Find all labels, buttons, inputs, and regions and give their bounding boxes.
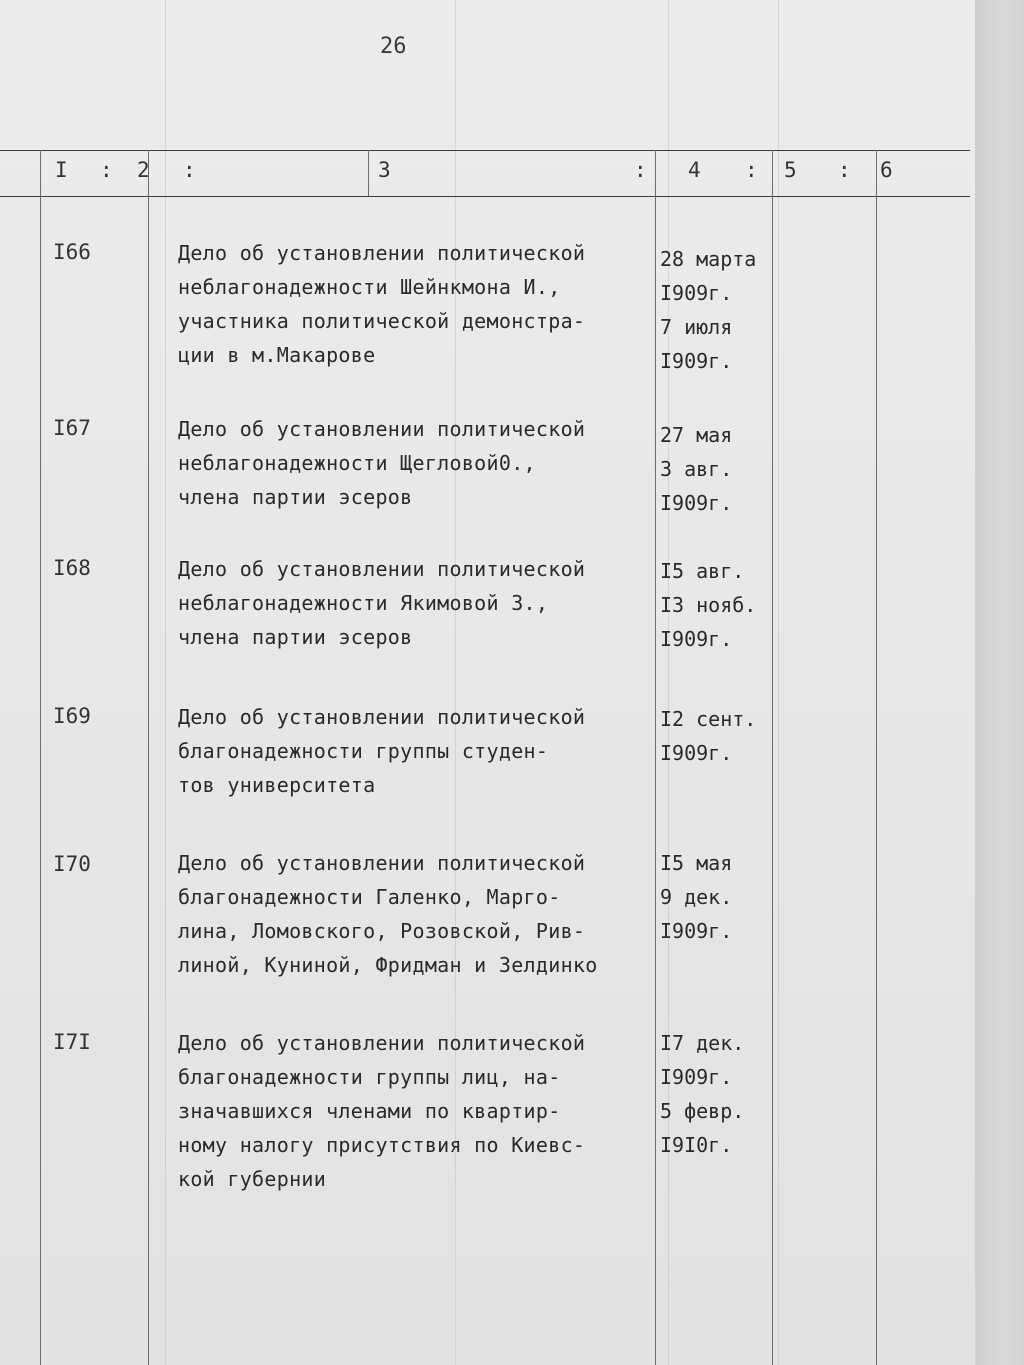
title-line: благонадежности группы студен- [178, 739, 549, 763]
entry-number: I69 [53, 704, 91, 728]
title-line: Дело об установлении политической [178, 557, 586, 581]
next-page-edge [975, 0, 1024, 1365]
date-line: 7 июля [660, 315, 733, 339]
column-header-sep: : [100, 158, 113, 182]
title-line: кой губернии [178, 1167, 327, 1191]
column-header: I [55, 158, 68, 182]
title-line: члена партии эсеров [178, 485, 413, 509]
title-line: благонадежности Галенко, Марго- [178, 885, 561, 909]
date-line: I9I0г. [660, 1133, 733, 1157]
entry-number: I70 [53, 852, 91, 876]
date-line: I909г. [660, 491, 733, 515]
title-line: члена партии эсеров [178, 625, 413, 649]
column-header-sep: : [183, 158, 196, 182]
column-header-sep: : [838, 158, 851, 182]
title-line: неблагонадежности Шейнкмона И., [178, 275, 561, 299]
date-line: I5 авг. [660, 559, 745, 583]
entry-title [178, 412, 668, 514]
title-line: Дело об установлении политической [178, 1031, 586, 1055]
date-line: I909г. [660, 281, 733, 305]
entry-title [178, 552, 668, 654]
entry-dates [660, 242, 780, 378]
title-line: участника политической демонстра- [178, 309, 586, 333]
title-line: лина, Ломовского, Розовской, Рив- [178, 919, 586, 943]
date-line: 3 авг. [660, 457, 733, 481]
title-line: ции в м.Макарове [178, 343, 376, 367]
entry-title [178, 700, 668, 802]
entry-number: I67 [53, 416, 91, 440]
header-top-rule [0, 150, 970, 151]
date-line: I5 мая [660, 851, 733, 875]
title-line: Дело об установлении политической [178, 705, 586, 729]
column-header: 2 [137, 158, 150, 182]
date-line: I909г. [660, 919, 733, 943]
date-line: I7 дек. [660, 1031, 745, 1055]
title-line: неблагонадежности Якимовой З., [178, 591, 549, 615]
column-divider [876, 150, 877, 1365]
title-line: благонадежности группы лиц, на- [178, 1065, 561, 1089]
title-line: Дело об установлении политической [178, 417, 586, 441]
title-line: Дело об установлении политической [178, 851, 586, 875]
entry-dates [660, 702, 780, 770]
date-line: I909г. [660, 741, 733, 765]
title-line: значавшихся членами по квартир- [178, 1099, 561, 1123]
column-header-sep: : [634, 158, 647, 182]
bleed-line [165, 0, 166, 1365]
entry-dates [660, 846, 780, 948]
entry-number: I68 [53, 556, 91, 580]
date-line: 27 мая [660, 423, 733, 447]
date-line: I3 нояб. [660, 593, 757, 617]
entry-title [178, 1026, 668, 1196]
entry-title [178, 846, 668, 982]
entry-dates [660, 554, 780, 656]
title-line: неблагонадежности Щегловой0., [178, 451, 536, 475]
entry-dates [660, 418, 780, 520]
page-number: 26 [380, 34, 407, 59]
column-header: 4 [688, 158, 701, 182]
entry-dates [660, 1026, 780, 1162]
title-line: Дело об установлении политической [178, 241, 586, 265]
column-divider [148, 150, 149, 1365]
date-line: I909г. [660, 1065, 733, 1089]
date-line: I909г. [660, 349, 733, 373]
date-line: I2 сент. [660, 707, 757, 731]
title-line: линой, Куниной, Фридман и Зелдинко [178, 953, 598, 977]
column-header: 5 [784, 158, 797, 182]
column-header-sep: : [745, 158, 758, 182]
column-divider [368, 150, 369, 196]
title-line: тов университета [178, 773, 376, 797]
column-divider [40, 150, 41, 1365]
date-line: I909г. [660, 627, 733, 651]
date-line: 5 февр. [660, 1099, 745, 1123]
entry-number: I66 [53, 240, 91, 264]
entry-number: I7I [53, 1030, 91, 1054]
date-line: 9 дек. [660, 885, 733, 909]
entry-title [178, 236, 668, 372]
date-line: 28 марта [660, 247, 757, 271]
column-header: 6 [880, 158, 893, 182]
title-line: ному налогу присутствия по Киевс- [178, 1133, 586, 1157]
header-bottom-rule [0, 196, 970, 197]
column-header: 3 [378, 158, 391, 182]
